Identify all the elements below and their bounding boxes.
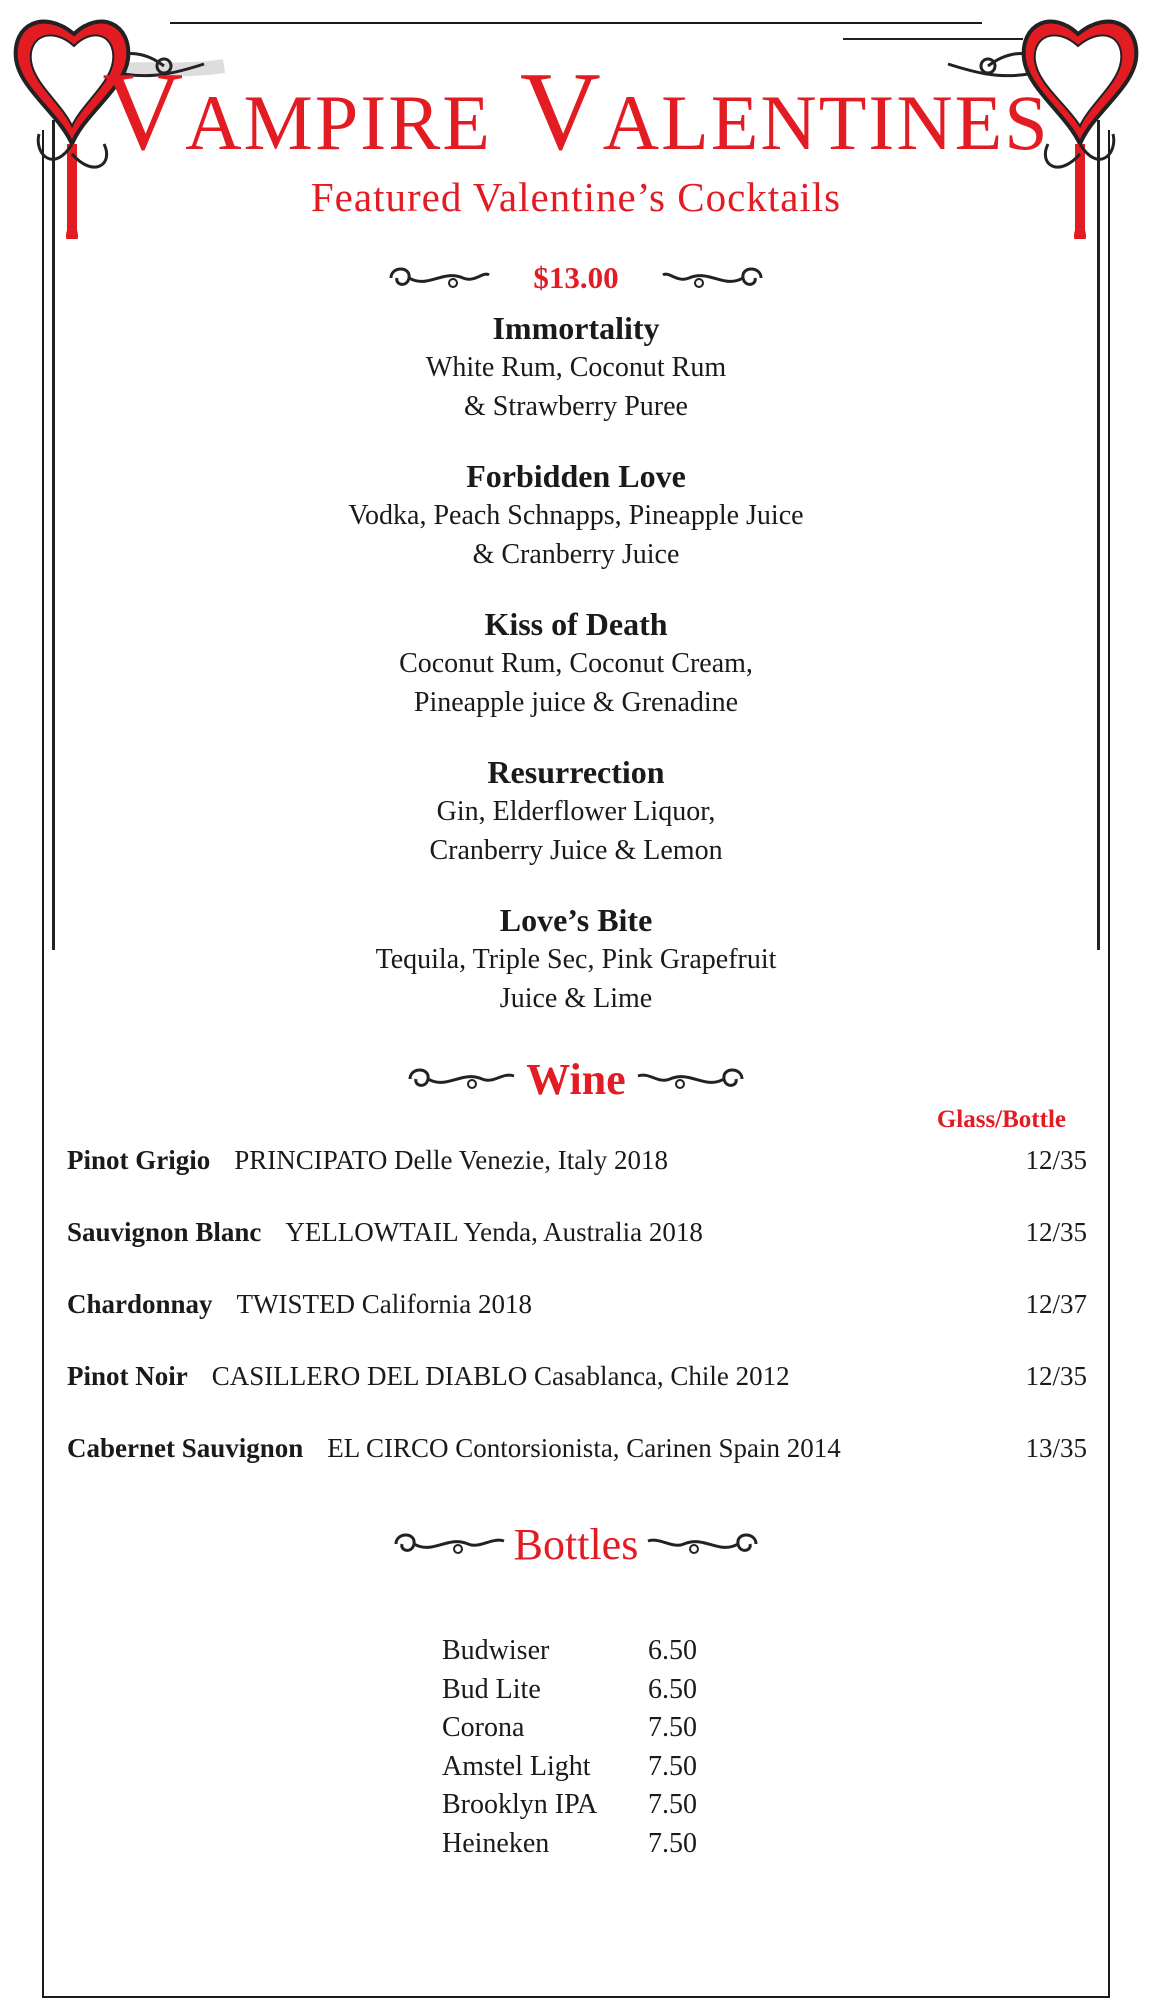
wine-varietal: Sauvignon Blanc <box>67 1217 262 1247</box>
bottle-price: 7.50 <box>648 1750 697 1782</box>
wine-varietal: Pinot Noir <box>67 1361 188 1391</box>
cocktail-ingredients: & Cranberry Juice <box>472 539 680 570</box>
cocktail-price-heading <box>0 256 1152 300</box>
menu-subtitle: Featured Valentine’s Cocktails <box>310 174 842 220</box>
bottle-name: Amstel Light <box>442 1750 591 1782</box>
cocktail-ingredients: Vodka, Peach Schnapps, Pineapple Juice <box>348 500 804 531</box>
wine-row <box>67 1286 1087 1358</box>
flourish-icon <box>388 1527 508 1561</box>
bottle-price: 6.50 <box>648 1635 697 1666</box>
bottle-price: 7.50 <box>648 1712 697 1743</box>
wine-price: 12/35 <box>1025 1145 1087 1175</box>
bottle-price: 7.50 <box>648 1827 697 1859</box>
bottle-row <box>442 1786 697 1825</box>
bottle-price: 7.50 <box>648 1789 697 1820</box>
bottle-list <box>442 1632 697 1863</box>
cocktail-name: Immortality <box>492 310 660 346</box>
wine-row <box>67 1430 1087 1502</box>
cocktail-price: $13.00 <box>533 260 619 295</box>
wine-producer: CASILLERO DEL DIABLO Casablanca, Chile 2012 <box>211 1361 790 1391</box>
bottle-row <box>442 1748 697 1787</box>
wine-producer: TWISTED California 2018 <box>236 1289 532 1319</box>
cocktail-ingredients: Juice & Lime <box>499 983 653 1014</box>
flourish-icon <box>659 261 769 295</box>
wine-price: 12/35 <box>1025 1361 1087 1391</box>
bottle-row <box>442 1825 697 1864</box>
cocktail-ingredients: & Strawberry Puree <box>464 391 688 422</box>
cocktail-item <box>0 308 1152 426</box>
wine-row <box>67 1142 1087 1214</box>
bottle-name: Bud Lite <box>442 1673 541 1705</box>
wine-heading: Wine <box>526 1054 626 1104</box>
bottle-row <box>442 1671 697 1710</box>
cocktail-name: Kiss of Death <box>484 606 668 642</box>
cocktail-item <box>0 900 1152 1018</box>
wine-row <box>67 1358 1087 1430</box>
bottle-name: Brooklyn IPA <box>442 1789 598 1820</box>
cocktail-name: Love’s Bite <box>499 902 653 938</box>
cocktail-list <box>0 308 1152 1048</box>
wine-heading-row <box>0 1052 1152 1106</box>
flourish-icon <box>644 1527 764 1561</box>
cocktail-ingredients: Coconut Rum, Coconut Cream, <box>399 648 753 679</box>
wine-varietal: Cabernet Sauvignon <box>67 1433 304 1463</box>
cocktail-ingredients: Cranberry Juice & Lemon <box>429 835 723 866</box>
bottle-name: Corona <box>442 1712 525 1743</box>
wine-price: 12/35 <box>1025 1217 1087 1247</box>
cocktail-ingredients: White Rum, Coconut Rum <box>425 352 727 383</box>
cocktail-name: Resurrection <box>487 754 665 790</box>
cocktail-ingredients: Tequila, Triple Sec, Pink Grapefruit <box>375 944 777 975</box>
bottle-name: Budwiser <box>442 1635 550 1666</box>
bottle-row <box>442 1709 697 1748</box>
cocktail-item <box>0 604 1152 722</box>
wine-row <box>67 1214 1087 1286</box>
cocktail-item <box>0 752 1152 870</box>
cocktail-item <box>0 456 1152 574</box>
flourish-icon <box>402 1062 518 1096</box>
wine-varietal: Pinot Grigio <box>67 1145 211 1175</box>
flourish-icon <box>634 1062 750 1096</box>
wine-price: 13/35 <box>1025 1433 1087 1463</box>
wine-producer: YELLOWTAIL Yenda, Australia 2018 <box>285 1217 703 1247</box>
wine-list <box>67 1142 1087 1502</box>
wine-producer: PRINCIPATO Delle Venezie, Italy 2018 <box>234 1145 668 1175</box>
bottle-price: 6.50 <box>648 1673 697 1705</box>
wine-producer: EL CIRCO Contorsionista, Carinen Spain 2014 <box>327 1433 841 1463</box>
bottles-heading-row <box>0 1514 1152 1574</box>
wine-price: 12/37 <box>1025 1289 1087 1319</box>
menu-title: Vampire Valentines <box>102 50 1050 174</box>
cocktail-name: Forbidden Love <box>466 458 686 494</box>
glass-bottle-header: Glass/Bottle <box>936 1106 1066 1133</box>
flourish-icon <box>383 261 493 295</box>
cocktail-ingredients: Gin, Elderflower Liquor, <box>436 796 716 827</box>
bottle-row <box>442 1632 697 1671</box>
bottle-name: Heineken <box>442 1827 550 1859</box>
wine-varietal: Chardonnay <box>67 1289 213 1319</box>
cocktail-ingredients: Pineapple juice & Grenadine <box>413 687 739 718</box>
bottles-heading: Bottles <box>513 1519 639 1569</box>
